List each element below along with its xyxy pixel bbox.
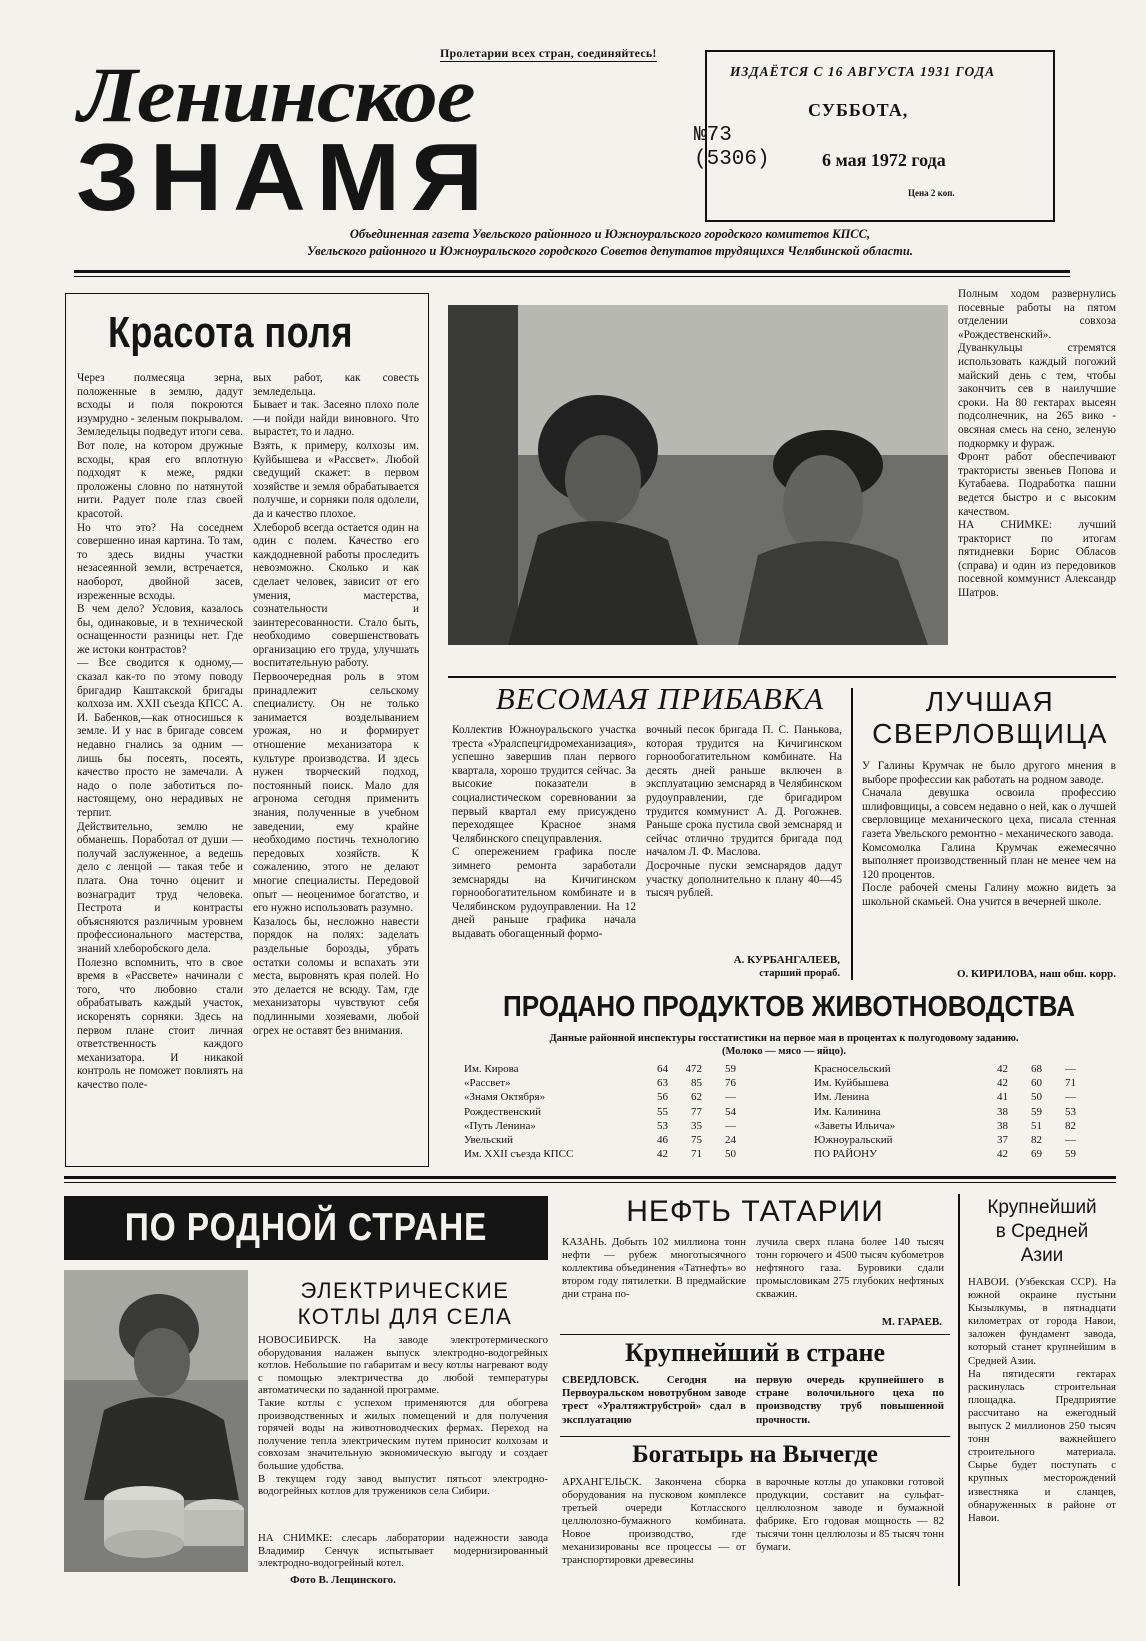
stats-eggs: — [725, 1091, 736, 1104]
stats-eggs: — [1065, 1063, 1076, 1075]
article-title-luchshaya [864, 686, 1116, 750]
article-body-bogatyr-col1: АРХАНГЕЛЬСК. Закончена сборка оборудования на пусковом комплексе третьей очереди Котласского целлюлозно-бумажного комбината. Новое производство, где механизированы все процессы — от транспортировки древесины [562, 1476, 746, 1566]
title-sredaziya-line2: в Средней [995, 1221, 1089, 1242]
stats-meat: 82 [1031, 1134, 1042, 1147]
title-sredaziya-line1: Крупнейший [987, 1197, 1097, 1218]
stats-farm-name: «Рассвет» [464, 1077, 511, 1090]
stats-eggs: — [725, 1119, 736, 1132]
stats-meat: 68 [1031, 1063, 1042, 1075]
stats-farm-name: «Заветы Ильича» [814, 1119, 896, 1132]
stats-milk: 38 [997, 1119, 1008, 1132]
issue-weekday: СУББОТА, [808, 100, 909, 120]
article-title-prodano: ПРОДАНО ПРОДУКТОВ ЖИВОТНОВОДСТВА [502, 991, 1076, 1023]
stats-meat: 75 [691, 1134, 702, 1147]
stats-row [812, 1147, 1078, 1161]
signature-role-vesomaya: старший прораб. [759, 968, 840, 979]
stats-farm-name: ПО РАЙОНУ [814, 1148, 877, 1161]
stats-eggs: 24 [725, 1134, 736, 1147]
stats-row [462, 1062, 738, 1076]
stats-farm-name: «Путь Ленина» [464, 1119, 536, 1132]
stats-row [462, 1105, 738, 1119]
article-body-neft-col1: КАЗАНЬ. Добыть 102 миллиона тонн нефти — рубеж многотысячного коллектива объединения «Татнефть» во втором году пятилетки. В предмайские дни страна по- [562, 1236, 746, 1300]
stats-milk: 42 [657, 1148, 668, 1161]
stats-table-left [462, 1062, 782, 1161]
stats-milk: 64 [657, 1063, 668, 1075]
stats-milk: 63 [657, 1077, 668, 1090]
article-title-kotly [262, 1278, 548, 1330]
signature-luchshaya: О. КИРИЛОВА, наш обш. корр. [956, 968, 1116, 980]
stats-farm-name: «Знамя Октября» [464, 1091, 546, 1104]
article-title-neft: НЕФТЬ ТАТАРИИ [626, 1195, 884, 1228]
article-body-sredaziya: НАВОИ. (Узбекская ССР). На южной окраине пустыни Кызылкумы, в пятнадцати километрах от города Навои, заложен фундамент завода, который станет крупнейшим в Средней Азии. На пятидесяти гектарах раскинулась строительная площадка. Предприятие рассчитано на ежегодный выпуск 2 миллионов 250 тысяч тонн важнейшего строительного материала. Сырье будет поступать с крупных месторождений известняка и сланцев, обнаруженных в районе от Навои. [968, 1276, 1116, 1524]
article-body-krupneishiy-col2: первую очередь крупнейшего в стране волочильного цеха по производству труб повышенной прочности. [756, 1374, 944, 1426]
article-body-krupneishiy-col1: СВЕРДЛОВСК. Сегодня на Первоуральском новотрубном заводе трест «Уралтяжтрубстрой» сдал в эксплуатацию [562, 1374, 746, 1426]
stats-row [462, 1119, 738, 1133]
signature-vesomaya: А. КУРБАНГАЛЕЕВ, [733, 954, 840, 966]
article-title-bogatyr: Богатырь на Вычегде [632, 1441, 878, 1468]
article-title-sredaziya [966, 1196, 1118, 1268]
prodano-subtitle [452, 1032, 1116, 1058]
signature-neft: М. ГАРАЕВ. [881, 1316, 942, 1328]
stats-milk: 42 [997, 1077, 1008, 1090]
stats-farm-name: Им. Калинина [814, 1105, 881, 1118]
stats-farm-name: Южноуральский [814, 1134, 893, 1147]
section-rule-mid [448, 676, 1116, 678]
stats-milk: 56 [657, 1091, 668, 1104]
section-rule-lower [64, 1176, 1116, 1179]
stats-row [812, 1090, 1078, 1104]
stats-milk: 41 [997, 1091, 1008, 1104]
article-title-vesomaya: ВЕСОМАЯ ПРИБАВКА [495, 681, 825, 716]
stats-meat: 60 [1031, 1077, 1042, 1090]
tractor-drivers-photo [448, 305, 948, 645]
stats-eggs: 59 [1065, 1148, 1076, 1161]
column-divider-vesomaya [851, 688, 853, 980]
party-motto: Пролетарии всех стран, соединяйтесь! [440, 46, 657, 60]
stats-meat: 71 [691, 1148, 702, 1161]
stats-table-left-grid [462, 1062, 738, 1161]
stats-eggs: 76 [725, 1077, 736, 1090]
stats-eggs: — [1065, 1134, 1076, 1147]
stats-milk: 55 [657, 1105, 668, 1118]
stats-eggs: — [1065, 1091, 1076, 1104]
stats-row [462, 1133, 738, 1147]
article-body-kotly: НОВОСИБИРСК. На заводе электротермического оборудования налажен выпуск электродно-водогрейных котлов. Небольшие по габаритам и весу котлы нагревают воду с помощью электричества до любой температуры автоматически по заданной программе. Такие котлы с успехом применяются для обогрева производственных и жилых помещений и для получения горячей воды на животноводческих фермах. Переход на получение тепла электрическим путем приносит колхозам и совхозам значительную экономическую выгоду и создает большие удобства. В текущем году завод выпустит пятьсот электродно-водогрейных котлов для тружеников села Сибири. [258, 1334, 548, 1498]
stats-farm-name: Им. Куйбышева [814, 1077, 889, 1090]
stats-farm-name: Им. XXII съезда КПСС [464, 1148, 574, 1161]
stats-milk: 37 [997, 1134, 1008, 1147]
stats-milk: 42 [997, 1063, 1008, 1075]
stats-meat: 69 [1031, 1148, 1042, 1161]
title-kotly-line2: КОТЛЫ ДЛЯ СЕЛА [297, 1304, 513, 1329]
article-body-krasota-col1: Через полмесяца зерна, положенные в землю, дадут всходы и поля покроются изумрудно - зеленым покрывалом. Земледельцы подведут итоги сева. Вот поле, на котором дружные всходы, края его вплотную подходят к меже, рядки проложены словно по натянутой нити. Радует поле глаз своей красотой. Но что это? На соседнем совершенно иная картина. То там, то здесь видны участки незасеянной земли, встречается, наоборот, двойной засев, изреженные всходы. В чем дело? Условия, казалось бы, одинаковые, и в технической оснащенности разницы нет. Где же истоки контрастов? — Все сводится к одному,—сказал как-то по этому поводу бригадир Каштакской бригады колхоза им. XXII съезда КПСС А. И. Бабенков,—как относишься к земле. И у нас в бригаде совсем недавно гнались за одним — лишь бы посеять, посеять, качество просто не замечали. А надо о поле заботиться по-настоящему, оно нерадивых не терпит. Действительно, землю не обманешь. Поработал от души —получай заслуженное, а ведешь дело с ленцой — такая тебе и плата. Она точно оценит и вознаградит труд человека. Пестрота и контрасты объясняются различным уровнем профессионального мастерства, знаний хлеборобского дела. Полезно вспомнить, что в свое время в «Рассвете» начинали с того, что любовно стали обрабатывать каждый участок, искоренять сорняки. Здесь на первом плане стоит личная ответственность каждого механизатора. И никакой контроль не поможет повлиять на качество поле- [77, 372, 243, 1091]
rodina-banner [64, 1196, 548, 1260]
column-divider-sredaziya [958, 1194, 960, 1586]
title-luchshaya-line1: ЛУЧШАЯ [925, 686, 1055, 717]
stats-meat: 62 [691, 1091, 702, 1104]
stats-milk: 42 [997, 1148, 1008, 1161]
prodano-subtitle-line1: Данные районной инспектуры госстатистики на первое мая в процентах к полугодовому заданию. [549, 1033, 1019, 1044]
stats-table-right-grid [812, 1062, 1078, 1161]
stats-row [462, 1147, 738, 1161]
stats-farm-name: Увельский [464, 1134, 514, 1147]
article-body-luchshaya: У Галины Крумчак не было другого мнения в выборе профессии как работать на родном заводе. Сначала девушка освоила профессию шлифовщицы, а совсем недавно о ней, как о лучшей сверловщице механического цеха, писала стенная газета Увельского ремонтно - механического завода. Комсомолка Галина Крумчак ежемесячно выполняет производственный план не менее чем на 120 процентов. После рабочей смены Галину можно видеть за школьной скамьей. Она учится в вечерней школе. [862, 760, 1116, 908]
article-body-bogatyr-col2: в варочные котлы до упаковки готовой продукции, составит на сульфат-целлюлозном заводе и бумажной фабрике. Его годовая мощность — 82 тысячи тонн целлюлозы и 85 тысяч тонн бумаги. [756, 1476, 944, 1553]
stats-meat: 472 [685, 1063, 702, 1075]
divider-neft [560, 1334, 950, 1335]
newspaper-title-line1: Ленинское [78, 51, 475, 138]
article-body-vesomaya-col2: вочный песок бригада П. С. Паньковa, которая трудится на Кичигинском горнообогатительном комбинате. На десять дней раньше включен в эксплуатацию земснаряд в Челябинском рудоуправлении, где бригадиром трудится коммунист А. Д. Рогожнев. Раньше срока пустила свой земснаряд и сейчас отлично трудится бригада под началом Л. Ф. Маслова. Досрочные пуски земснарядов дадут участку дополнительно к плану 40—45 тысяч рублей. [646, 724, 842, 900]
title-kotly-line1: ЭЛЕКТРИЧЕСКИЕ [300, 1278, 510, 1303]
stats-farm-name: Им. Кирова [464, 1063, 519, 1075]
stats-farm-name: Им. Ленина [814, 1091, 870, 1104]
masthead-rule-thin [74, 276, 1070, 277]
stats-row [812, 1076, 1078, 1090]
stats-meat: 35 [691, 1119, 702, 1132]
stats-milk: 38 [997, 1105, 1008, 1118]
published-since: ИЗДАЁТСЯ С 16 АВГУСТА 1931 ГОДА [730, 64, 996, 79]
stats-eggs: 53 [1065, 1105, 1076, 1118]
stats-farm-name: Рождественский [464, 1105, 542, 1118]
newspaper-subtitle [200, 226, 1020, 260]
section-rule-lower-thin [64, 1182, 1116, 1183]
masthead-rule [74, 270, 1070, 273]
article-title-krupneishiy-strana: Крупнейший в стране [624, 1338, 885, 1367]
photo-caption-kotly: НА СНИМКЕ: слесарь лаборатории надежности завода Владимир Сенчук испытывает модернизированный электродно-водогрейный котел. [258, 1532, 548, 1570]
stats-eggs: 50 [725, 1148, 736, 1161]
subtitle-line-1: Объединенная газета Увельского районного и Южноуральского городского комитетов КПСС, [349, 227, 871, 241]
title-sredaziya-line3: Азии [1020, 1245, 1064, 1266]
stats-meat: 85 [691, 1077, 702, 1090]
article-body-krasota-col2: вых работ, как совесть земледельца. Бывает и так. Засеяно плохо поле—и пойди найди виновного. Что вырастет, то и ладно. Взять, к примеру, колхозы им. Куйбышева и «Рассвет». Любой сведущий скажет: в первом хозяйстве и земля обрабатывается получше, и сорняки поля одолели, да и качество плохое. Хлебороб всегда остается один на один с полем. Качество его каждодневной работы проследить невозможно. Сколько и как сделает человек, зависит от его умения, мастерства, сознательности и заинтересованности. Стало быть, необходимо совершенствовать организацию его труда, улучшать воспитательную работу. Первоочередная роль в этом принадлежит сельскому специалисту. Он не только занимается возделыванием урожая, но и формирует отношение механизатора к культуре производства. И здесь нужен творческий подход, постоянный поиск. Мало для агронома сегодня применить знания, полученные в учебном заведении, ему крайне необходимо постичь технологию передовых хозяйств. К сожалению, этого не делают многие специалисты. Передовой опыт — неоценимое богатство, и его нужно использовать разумно. Казалось бы, несложно навести порядок на полях: заделать раздельные борозды, убрать остатки соломы и вспахать эти места, выровнять края полей. Но это делается не всюду. Там, где механизаторы чувствуют себя подлинными хозяевами, любой огрех не оставят без внимания. [253, 372, 419, 1037]
stats-eggs: 71 [1065, 1077, 1076, 1090]
stats-eggs: 54 [725, 1105, 736, 1118]
stats-meat: 50 [1031, 1091, 1042, 1104]
stats-meat: 51 [1031, 1119, 1042, 1132]
stats-meat: 77 [691, 1105, 702, 1118]
stats-farm-name: Красносельский [814, 1063, 891, 1075]
subtitle-line-2: Увельского районного и Южноуральского городского Советов депутатов трудящихся Челябинской области. [307, 244, 913, 258]
stats-eggs: 82 [1065, 1119, 1076, 1132]
stats-row [462, 1076, 738, 1090]
stats-milk: 53 [657, 1119, 668, 1132]
divider-krupneishiy [560, 1436, 950, 1437]
stats-row [812, 1105, 1078, 1119]
rodina-banner-text: ПО РОДНОЙ СТРАНЕ [124, 1206, 488, 1249]
stats-row [462, 1090, 738, 1104]
prodano-subtitle-line2: (Молоко — мясо — яйцо). [721, 1046, 847, 1057]
issue-price: Цена 2 коп. [908, 188, 955, 198]
stats-row [812, 1119, 1078, 1133]
boiler-test-photo [64, 1270, 248, 1572]
issue-number: №73 [694, 124, 732, 147]
article-body-neft-col2: лучила сверх плана более 140 тысяч тонн горючего и 4500 тысяч кубометров нефтяного газа. Буровики сдали промысловикам 275 глубоких нефтяных скважин. [756, 1236, 944, 1300]
stats-eggs: 59 [725, 1063, 736, 1075]
photo-caption-rozhdestvensky: Полным ходом развернулись посевные работы на пятом отделении совхоза «Рождественский». Дуванкульцы стремятся использовать каждый погожий майский день с тем, чтобы закончить сев в наилучшие сроки. На 80 гектарах высеян подсолнечник, на 265 вико - овсяная смесь на сено, зеленую подкормку и фураж. Фронт работ обеспечивают трактористы звеньев Попова и Кутабаева. Подработка пашни ведется быстро и с высоким качеством. НА СНИМКЕ: лучший тракторист по итогам пятидневки Борис Обласов (справа) и один из передовиков посевной коммунист Александр Шатров. [958, 288, 1116, 600]
stats-row [812, 1062, 1078, 1076]
stats-milk: 46 [657, 1134, 668, 1147]
photo-credit-kotly: Фото В. Лещинского. [290, 1574, 396, 1586]
newspaper-title-line2: ЗНАМЯ [76, 124, 494, 231]
stats-row [812, 1133, 1078, 1147]
issue-total: (5306) [694, 148, 770, 171]
issue-date: 6 мая 1972 года [822, 150, 946, 170]
stats-table-right [812, 1062, 1122, 1161]
stats-meat: 59 [1031, 1105, 1042, 1118]
article-title-krasota: Красота поля [108, 308, 353, 357]
article-body-vesomaya-col1: Коллектив Южноуральского участка треста «Уралспецгидромеханизация», успешно завершив план первого квартала, хорошо трудится сейчас. За высокие показатели в социалистическом соревновании за первый квартал ему присуждено переходящее Красное знамя Челябинского спецуправления. С опережением графика после зимнего ремонта заработали земснаряды на Кичигинском горнообогатительном комбинате и в Челябинском рудоуправлении. На 12 дней раньше графика начала выдавать обогащенный формо- [452, 724, 636, 940]
title-luchshaya-line2: СВЕРЛОВЩИЦА [872, 718, 1108, 749]
